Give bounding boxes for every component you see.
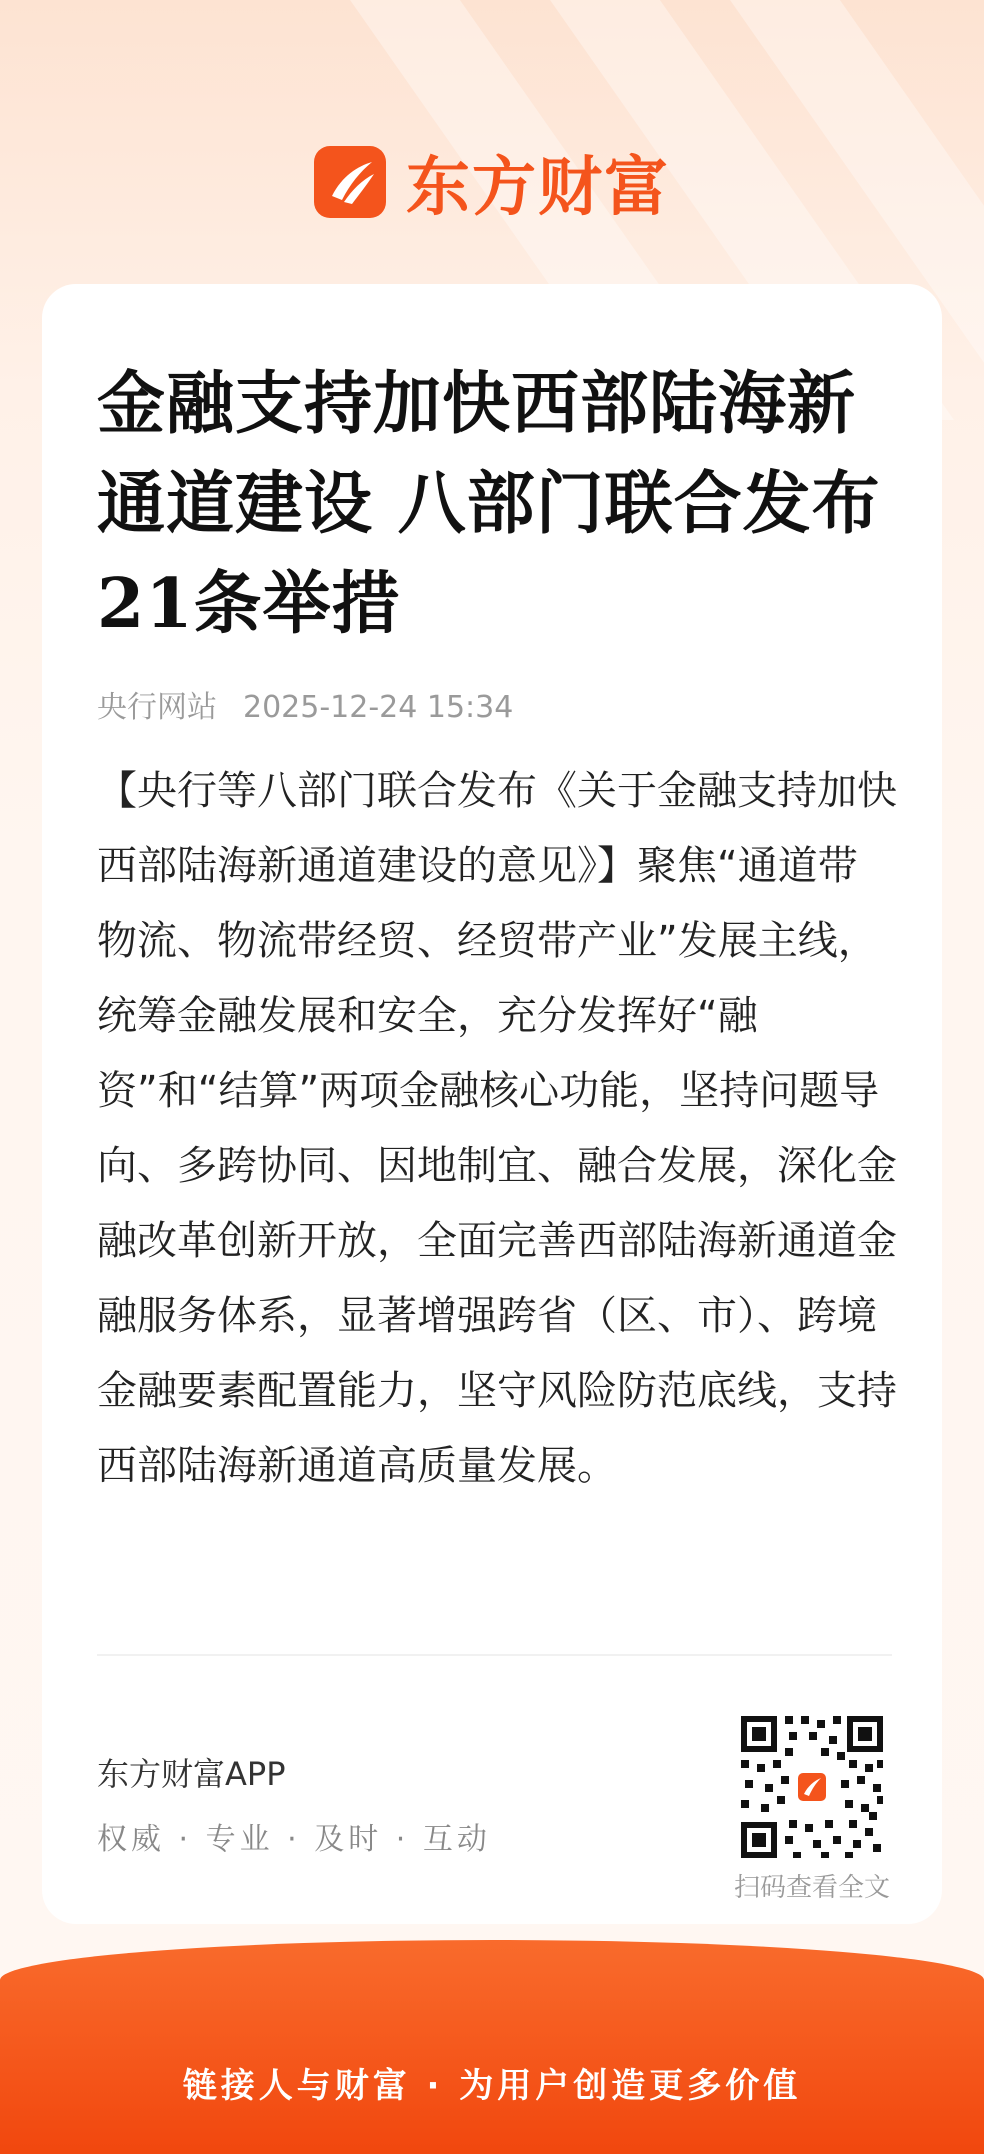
qr-caption: 扫码查看全文 xyxy=(733,1873,890,1903)
footer-tagline: 链接人与财富 · 为用户创造更多价值 xyxy=(182,2066,802,2106)
app-slogan: 权威 · 专业 · 及时 · 互动 xyxy=(97,1822,491,1857)
article-source: 央行网站 xyxy=(97,690,217,725)
divider xyxy=(97,1654,892,1656)
brand-logo-icon xyxy=(314,146,386,218)
app-name: 东方财富APP xyxy=(97,1755,286,1793)
article-body: 【央行等八部门联合发布《关于金融支持加快西部陆海新通道建设的意见》】聚焦“通道带物流、物流带经贸、经贸带产业”发展主线，统筹金融发展和安全，充分发挥好“融资”和“结算”两项金融核心功能，坚持问题导向、多跨协同、因地制宜、融合发展，深化金融改革创新开放，全面完善西部陆海新通道金融服务体系，显著增强跨省（区、市）、跨境金融要素配置能力，坚守风险防范底线，支持西部陆海新通道高质量发展。 xyxy=(97,768,897,1489)
qr-code-icon[interactable] xyxy=(737,1712,887,1862)
article-title: 金融支持加快西部陆海新通道建设 八部门联合发布21条举措 xyxy=(97,364,881,644)
article-meta xyxy=(97,682,513,726)
brand-logo xyxy=(0,136,984,228)
brand-name: 东方财富 xyxy=(406,150,670,225)
footer-bar xyxy=(0,1940,984,2154)
article-datetime: 2025-12-24 15:34 xyxy=(243,690,514,725)
article-card xyxy=(42,284,942,1924)
